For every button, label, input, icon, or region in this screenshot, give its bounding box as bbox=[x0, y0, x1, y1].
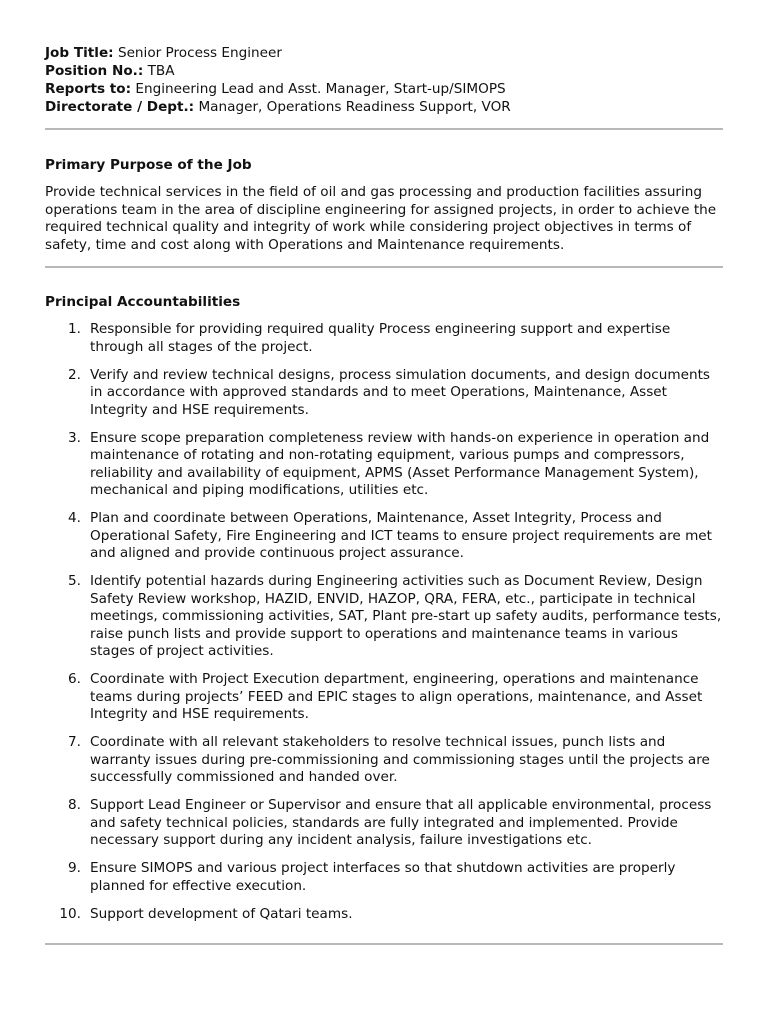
directorate-row bbox=[45, 99, 735, 117]
item-number: 3. bbox=[68, 429, 81, 446]
item-text: Ensure scope preparation completeness review with hands-on experience in operation and maintenance of rotating and non-rotating equipment, various pumps and compressors, reliability and availability of equipment, APMS (Asset Performance Management System), mechanical and piping modifications, utilities etc. bbox=[90, 429, 710, 498]
job-title-label: Job Title: bbox=[45, 45, 114, 61]
purpose-text: Provide technical services in the field of oil and gas processing and production facilities assuring operations team in the area of discipline engineering for assigned projects, in order to achieve the required technical quality and integrity of work while considering project objectives in terms of safety, time and cost along with Operations and Maintenance requirements. bbox=[45, 184, 717, 253]
job-title-value: Senior Process Engineer bbox=[117, 45, 282, 61]
list-item bbox=[45, 510, 726, 563]
item-number: 9. bbox=[68, 860, 81, 876]
list-item bbox=[45, 430, 726, 500]
directorate-value: Manager, Operations Readiness Support, VOR bbox=[198, 99, 511, 115]
accountabilities-heading: Principal Accountabilities bbox=[45, 294, 241, 310]
item-text: Verify and review technical designs, process simulation documents, and design documents in accordance with approved standards and to meet Operations, Maintenance, Asset Integrity and HSE requirements. bbox=[90, 366, 710, 418]
divider bbox=[45, 128, 723, 130]
accountabilities-list bbox=[45, 321, 735, 934]
position-row bbox=[45, 63, 735, 81]
position-label: Position No.: bbox=[45, 63, 144, 79]
list-item bbox=[45, 671, 726, 724]
item-number: 1. bbox=[68, 321, 81, 337]
divider bbox=[45, 266, 723, 268]
item-text: Ensure SIMOPS and various project interfaces so that shutdown activities are properly planned for effective execution. bbox=[90, 860, 676, 894]
reports-to-label: Reports to: bbox=[45, 81, 132, 97]
item-number: 10. bbox=[59, 905, 81, 922]
list-item bbox=[45, 321, 726, 356]
item-text: Responsible for providing required quality Process engineering support and expertise through all stages of the project. bbox=[90, 321, 671, 355]
list-item bbox=[45, 797, 726, 850]
item-number: 8. bbox=[68, 797, 81, 813]
item-number: 7. bbox=[68, 734, 81, 750]
item-number: 5. bbox=[68, 573, 81, 589]
item-number: 2. bbox=[68, 366, 81, 383]
item-number: 4. bbox=[68, 510, 81, 526]
reports-to-value: Engineering Lead and Asst. Manager, Start-up/SIMOPS bbox=[135, 81, 506, 97]
list-item bbox=[45, 906, 726, 924]
item-number: 6. bbox=[68, 671, 81, 687]
job-title-row bbox=[45, 45, 735, 63]
job-header bbox=[45, 45, 735, 117]
directorate-label: Directorate / Dept.: bbox=[45, 99, 195, 115]
item-text: Plan and coordinate between Operations, Maintenance, Asset Integrity, Process and Operational Safety, Fire Engineering and ICT teams to ensure project requirements are met and aligned and provide continuous project assurance. bbox=[90, 510, 712, 561]
position-value: TBA bbox=[147, 63, 175, 79]
divider bbox=[45, 943, 723, 945]
list-item bbox=[45, 734, 726, 787]
item-text: Coordinate with all relevant stakeholders to resolve technical issues, punch lists and warranty issues during pre-commissioning and commissioning stages until the projects are successfully commissioned and handed over. bbox=[90, 734, 710, 785]
list-item bbox=[45, 573, 726, 661]
item-text: Coordinate with Project Execution department, engineering, operations and maintenance teams during projects’ FEED and EPIC stages to align operations, maintenance, and Asset Integrity and HSE requirements. bbox=[90, 671, 703, 722]
list-item bbox=[45, 860, 726, 895]
list-item bbox=[45, 367, 726, 420]
item-text: Support Lead Engineer or Supervisor and ensure that all applicable environmental, process and safety technical policies, standards are fully integrated and implemented. Provide necessary support during any incident analysis, failure investigations etc. bbox=[90, 797, 712, 848]
item-text: Support development of Qatari teams. bbox=[90, 905, 353, 922]
purpose-heading: Primary Purpose of the Job bbox=[45, 157, 252, 173]
item-text: Identify potential hazards during Engineering activities such as Document Review, Design Safety Review workshop, HAZID, ENVID, HAZOP, QRA, FERA, etc., participate in technical meetings, commissioning activities, SAT, Plant pre-start up safety audits, performance tests, raise punch lists and provide support to operations and maintenance teams in various stages of project activities. bbox=[90, 573, 722, 659]
reports-to-row bbox=[45, 81, 735, 99]
